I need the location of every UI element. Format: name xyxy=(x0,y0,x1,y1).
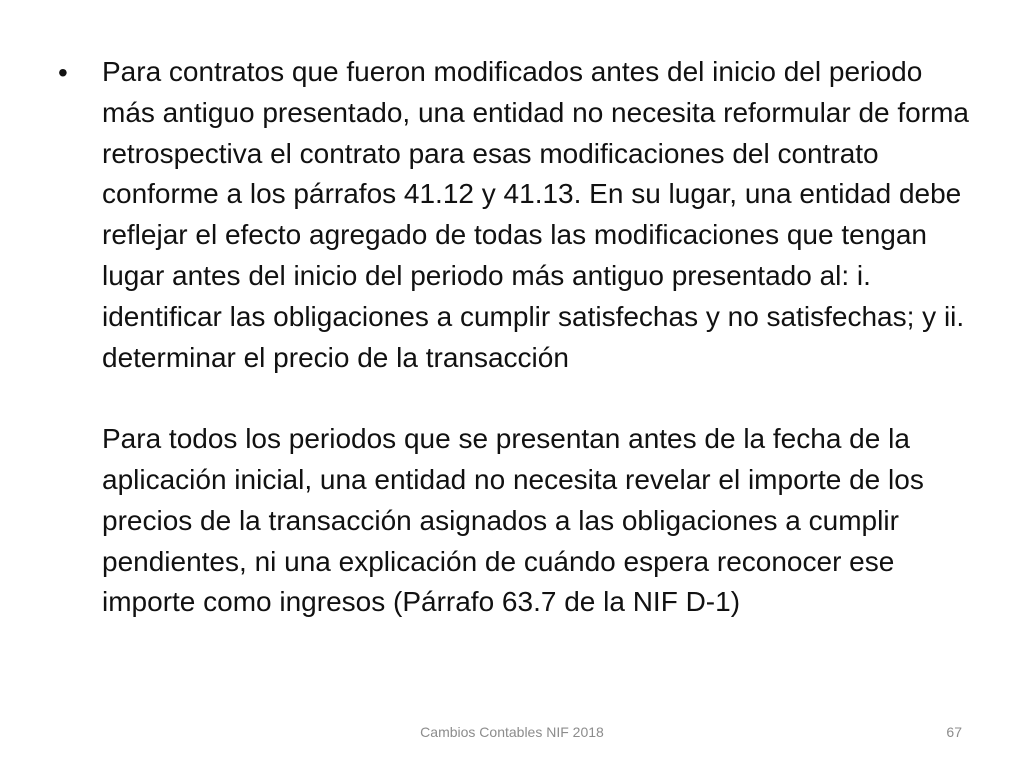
bullet-item xyxy=(58,52,978,623)
paragraph-disclosure-exemption: Para todos los periodos que se presentan antes de la fecha de la aplicación inicial, una entidad no necesita revelar el importe de los precios de la transacción asignados a las obligaciones a cumplir pendientes, ni una explicación de cuándo espera reconocer ese importe como ingresos (Párrafo 63.7 de la NIF D-1) xyxy=(102,423,924,618)
bullet-body xyxy=(102,52,978,623)
paragraph-contract-modifications: Para contratos que fueron modificados antes del inicio del periodo más antiguo presentado, una entidad no necesita reformular de forma retrospectiva el contrato para esas modificaciones del contrato conforme a los párrafos 41.12 y 41.13. En su lugar, una entidad debe reflejar el efecto agregado de todas las modificaciones que tengan lugar antes del inicio del periodo más antiguo presentado al: i. identificar las obligaciones a cumplir satisfechas y no satisfechas; y ii. determinar el precio de la transacción xyxy=(102,56,969,373)
content-bullet-list xyxy=(58,52,978,623)
footer-title: Cambios Contables NIF 2018 xyxy=(420,724,604,740)
page-number: 67 xyxy=(946,724,962,740)
paragraph-spacer xyxy=(102,378,978,419)
bullet-icon: • xyxy=(58,57,68,88)
